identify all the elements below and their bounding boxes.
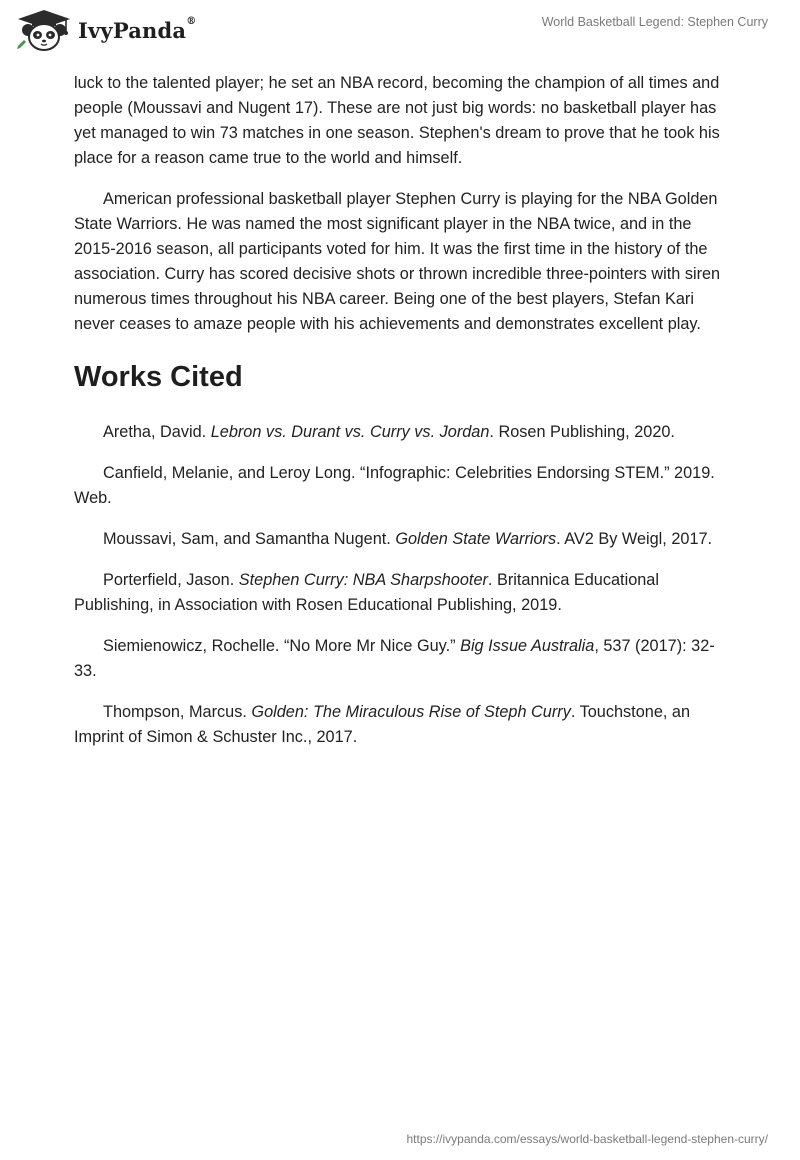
brand-name: IvyPanda®	[78, 15, 197, 43]
works-cited-heading: Works Cited	[74, 361, 243, 393]
citation-entry: Thompson, Marcus. Golden: The Miraculous Rise of Steph Curry. Touchstone, an Imprint of Simon & Schuster Inc., 2017.	[74, 703, 691, 746]
citation-entry: Siemienowicz, Rochelle. “No More Mr Nice Guy.” Big Issue Australia, 537 (2017): 32-33.	[74, 637, 715, 680]
citation-entry: Moussavi, Sam, and Samantha Nugent. Golden State Warriors. AV2 By Weigl, 2017.	[103, 530, 713, 548]
citation-entry: Porterfield, Jason. Stephen Curry: NBA Sharpshooter. Britannica Educational Publishing, in Association with Rosen Educational Publishing, 2019.	[74, 571, 659, 614]
page-header	[0, 0, 800, 60]
running-title: World Basketball Legend: Stephen Curry	[541, 15, 768, 29]
logo[interactable]	[14, 8, 196, 52]
footer-url[interactable]: https://ivypanda.com/essays/world-basketball-legend-stephen-curry/	[406, 1132, 768, 1146]
panda-graduate-icon	[14, 8, 74, 52]
body-paragraph: American professional basketball player Stephen Curry is playing for the NBA Golden State Warriors. He was named the most significant player in the NBA twice, and in the 2015-2016 season, all participants voted for him. It was the first time in the history of the association. Curry has scored decisive shots or thrown incredible three-pointers with siren numerous times throughout his NBA career. Being one of the best players, Stefan Kari never ceases to amaze people with his achievements and demonstrates excellent play.	[74, 190, 721, 333]
citation-entry: Aretha, David. Lebron vs. Durant vs. Curry vs. Jordan. Rosen Publishing, 2020.	[103, 423, 675, 441]
works-cited-list	[74, 420, 726, 750]
body-paragraph: luck to the talented player; he set an NBA record, becoming the champion of all times and people (Moussavi and Nugent 17). These are not just big words: no basketball player has yet managed to win 73 matches in one season. Stephen's dream to prove that he took his place for a reason came true to the world and himself.	[74, 74, 720, 167]
essay-content	[74, 71, 726, 766]
citation-entry: Canfield, Melanie, and Leroy Long. “Infographic: Celebrities Endorsing STEM.” 2019. Web.	[74, 464, 715, 507]
